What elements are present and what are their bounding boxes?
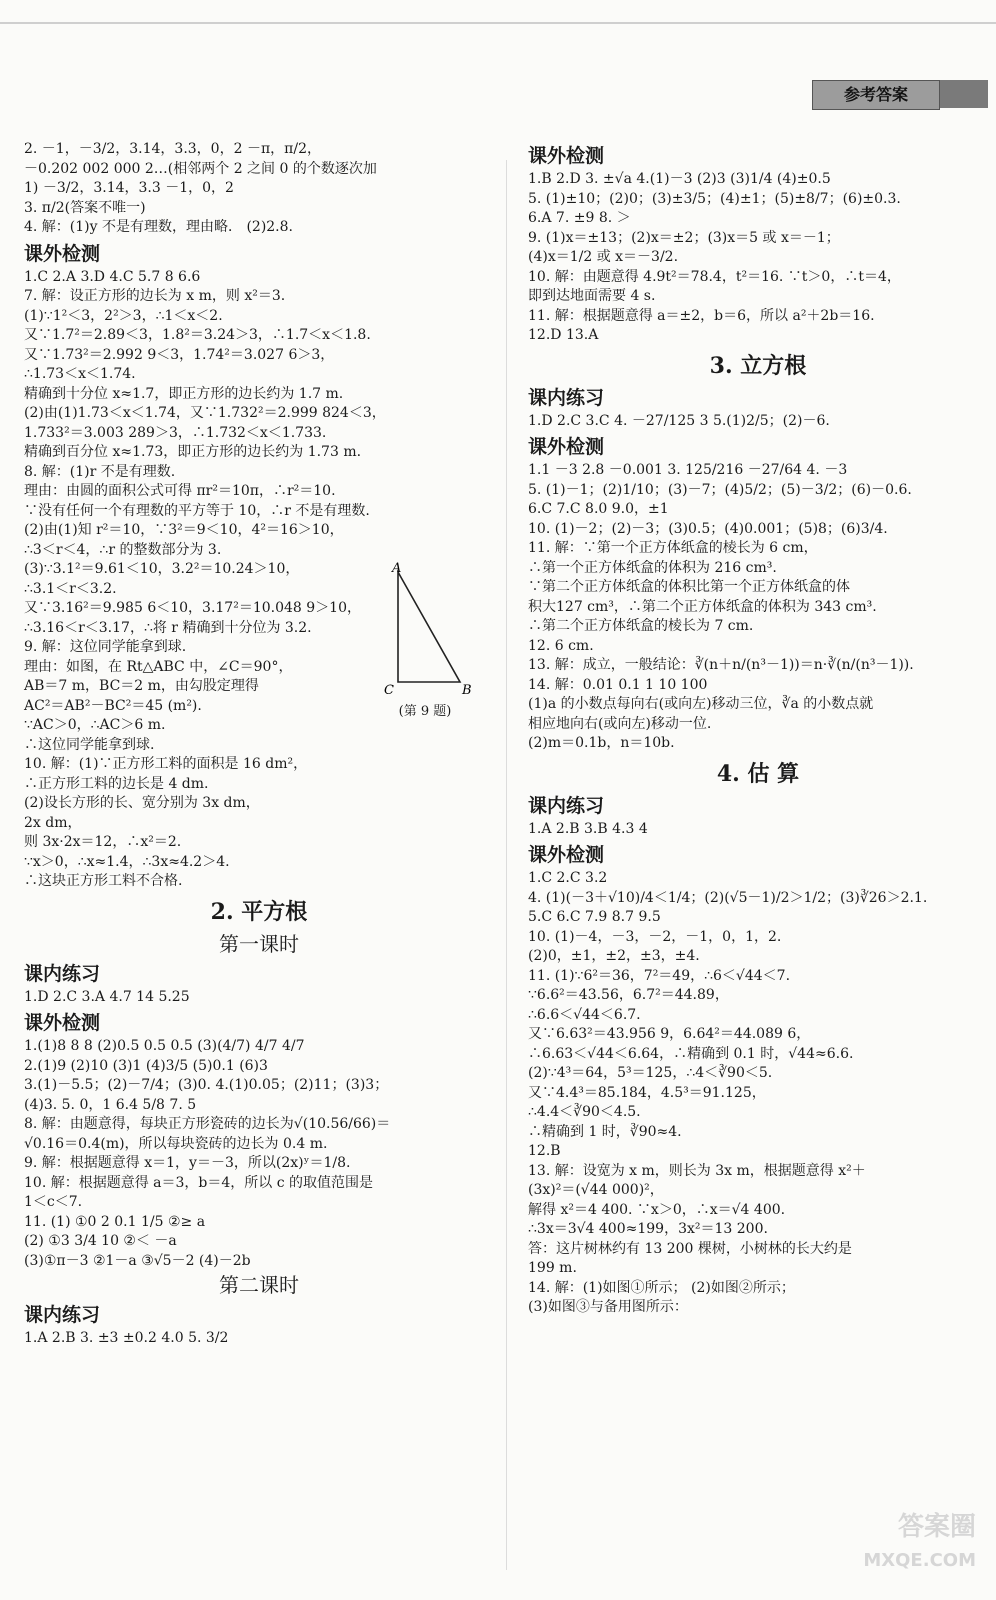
heading-title: 课外检测 <box>24 1012 101 1034</box>
answer-line: ∴3.16＜r＜3.17，∴将 r 精确到十分位为 3.2. <box>24 619 312 636</box>
answer-line: 8. 解：由题意得，每块正方形瓷砖的边长为√(10.56/66)＝ <box>24 1116 391 1132</box>
answer-line: ∴第二个正方体纸盒的棱长为 7 cm. <box>528 618 754 634</box>
answer-line: ∴4.4＜∛90＜4.5. <box>528 1104 641 1120</box>
heading-title: 课外检测 <box>24 242 101 265</box>
answer-line: 1.D 2.C 3.A 4.7 14 5.25 <box>24 988 190 1005</box>
answer-line: 7. 解：设正方形的边长为 x m，则 x²＝3. <box>24 288 286 304</box>
answer-line: ∴3＜r＜4，∴r 的整数部分为 3. <box>24 541 222 558</box>
watermark-line2: MXQE.COM <box>863 1550 976 1571</box>
answer-line: 10. 解：由题意得 4.9t²＝78.4，t²＝16. ∵t＞0，∴t＝4， <box>528 268 901 285</box>
answer-line: ∴6.63＜√44＜6.64，∴精确到 0.1 时，√44≈6.6. <box>528 1045 854 1062</box>
answer-line: 即到达地面需要 4 s. <box>528 288 656 304</box>
left-column <box>24 140 494 1349</box>
column-divider <box>506 160 507 1570</box>
answer-line: (4)x＝1/2 或 x＝－3/2. <box>528 249 679 265</box>
vertex-label-b: B <box>462 683 472 698</box>
answer-line: 2.(1)9 (2)10 (3)1 (4)3/5 (5)0.1 (6)3 <box>24 1057 268 1074</box>
answer-line: 积大127 cm³，∴第二个正方体纸盒的体积为 343 cm³. <box>528 598 877 615</box>
answer-line: 1.C 2.A 3.D 4.C 5.7 8 6.6 <box>24 268 201 285</box>
answer-line: 4. 解：(1)y 不是有理数，理由略． (2)2.8. <box>24 219 293 235</box>
answer-line: 4. (1)(－3＋√10)/4＜1/4；(2)(√5－1)/2＞1/2；(3)∛26＞2.1. <box>528 889 928 906</box>
answer-line: 理由：如图，在 Rt△ABC 中，∠C＝90°， <box>24 658 293 675</box>
answer-line: 1.C 2.C 3.2 <box>528 870 608 886</box>
answer-line: 12.B <box>528 1143 561 1159</box>
answer-line: ∵第二个正方体纸盒的体积比第一个正方体纸盒的体 <box>528 579 850 595</box>
answer-line: AB＝7 m，BC＝2 m，由勾股定理得 <box>24 678 259 694</box>
answer-line: 1.A 2.B 3. ±3 ±0.2 4.0 5. 3/2 <box>24 1330 229 1346</box>
answer-line: 5. (1)±10；(2)0；(3)±3/5；(4)±1；(5)±8/7；(6)±0.3. <box>528 190 901 207</box>
vertex-label-c: C <box>384 683 394 698</box>
answer-line: ∴第一个正方体纸盒的体积为 216 cm³. <box>528 559 777 576</box>
answer-line: 11. 解：∵第一个正方体纸盒的棱长为 6 cm， <box>528 540 818 556</box>
heading-title: 课外检测 <box>528 844 605 866</box>
answer-line: ∵x＞0，∴x≈1.4，∴3x≈4.2＞4. <box>24 853 230 870</box>
answer-line: 解得 x²＝4 400. ∵x＞0，∴x＝√4 400. <box>528 1201 786 1218</box>
answer-line: 10. 解：(1)∵正方形工料的面积是 16 dm²， <box>24 756 308 772</box>
triangle-shape <box>398 572 460 682</box>
answer-line: 1) －3/2，3.14，3.3 －1，0，2 <box>24 180 234 196</box>
vertex-label-a: A <box>392 561 402 576</box>
answer-line: 相应地向右(或向左)移动一位. <box>528 715 712 732</box>
heading-title: 课内练习 <box>24 962 101 985</box>
answer-line: ∴1.73＜x＜1.74. <box>24 366 136 382</box>
answer-line: 3. π/2(答案不唯一) <box>24 199 146 216</box>
subsection-title: 第一课时 <box>219 931 299 956</box>
answer-line: (2)m＝0.1b，n＝10b. <box>528 735 675 751</box>
header-tab-decor <box>940 80 988 108</box>
answer-line: 2x dm， <box>24 814 82 831</box>
answer-line: 答：这片树林约有 13 200 棵树，小树林的长大约是 <box>528 1240 852 1257</box>
answer-line: (2)由(1)知 r²＝10，∵3²＝9＜10，4²＝16＞10， <box>24 522 344 538</box>
answer-line: (3)①π－3 ②1－a ③√5－2 (4)－2b <box>24 1252 251 1269</box>
answer-line: √0.16＝0.4(m)，所以每块瓷砖的边长为 0.4 m. <box>24 1135 328 1152</box>
answer-line: 1＜c＜7. <box>24 1194 83 1210</box>
answer-line: 又∵1.73²＝2.992 9＜3，1.74²＝3.027 6＞3， <box>24 346 335 363</box>
answer-line: 1.D 2.C 3.C 4. －27/125 3 5.(1)2/5；(2)－6. <box>528 412 830 429</box>
answer-line: ∵没有任何一个有理数的平方等于 10，∴r 不是有理数. <box>24 502 370 519</box>
answer-line: (2)0，±1，±2，±3，±4. <box>528 948 700 964</box>
answer-line: 6.C 7.C 8.0 9.0，±1 <box>528 501 669 517</box>
answer-line: －0.202 002 000 2…(相邻两个 2 之间 0 的个数逐次加 <box>24 160 377 177</box>
answer-line: 13. 解：设宽为 x m，则长为 3x m，根据题意得 x²＋ <box>528 1162 866 1179</box>
figure-caption: (第 9 题) <box>398 704 452 719</box>
answer-line: 9. (1)x＝±13；(2)x＝±2；(3)x＝5 或 x＝－1； <box>528 229 840 246</box>
answer-line: 5. (1)－1；(2)1/10；(3)－7；(4)5/2；(5)－3/2；(6)－0.6. <box>528 481 912 498</box>
answer-line: (3)如图③与备用图所示： <box>528 1299 688 1315</box>
answer-line: 6.A 7. ±9 8. ＞ <box>528 210 631 226</box>
answer-line: ∵6.6²＝43.56，6.7²＝44.89， <box>528 987 729 1003</box>
answer-line: 8. 解：(1)r 不是有理数. <box>24 463 176 480</box>
answer-line: 12.D 13.A <box>528 327 599 343</box>
heading-title: 课外检测 <box>528 436 605 458</box>
right-column <box>528 140 988 1318</box>
answer-line: 14. 解：0.01 0.1 1 10 100 <box>528 676 708 693</box>
answer-line: 2. －1，－3/2，3.14，3.3，0，2 －π，π/2， <box>24 141 321 157</box>
answer-line: 又∵4.4³＝85.184，4.5³＝91.125， <box>528 1084 766 1101</box>
subsection-title: 第二课时 <box>219 1273 299 1297</box>
answer-line: 5.C 6.C 7.9 8.7 9.5 <box>528 909 661 925</box>
answer-line: 1.733²＝3.003 289＞3，∴1.732＜x＜1.733. <box>24 424 327 441</box>
answer-line: ∴精确到 1 时，∛90≈4. <box>528 1123 682 1140</box>
section-title: 3. 立方根 <box>709 352 807 379</box>
heading-title: 课外检测 <box>528 145 605 167</box>
top-rule <box>0 22 996 24</box>
answer-line: ∴6.6＜√44＜6.7. <box>528 1006 641 1023</box>
watermark <box>816 1510 976 1580</box>
watermark-line1: 答案圈 <box>897 1512 976 1542</box>
answer-line: (4)3. 5. 0，1 6.4 5/8 7. 5 <box>24 1096 197 1113</box>
answer-line: 10. 解：根据题意得 a＝3，b＝4，所以 c 的取值范围是 <box>24 1174 374 1191</box>
answer-line: (1)∵1²＜3，2²＞3，∴1＜x＜2. <box>24 307 223 324</box>
answer-line: (3)∵3.1²＝9.61＜10，3.2²＝10.24＞10， <box>24 561 300 577</box>
answer-line: 1.A 2.B 3.B 4.3 4 <box>528 820 648 837</box>
answer-line: (3x)²＝(√44 000)²， <box>528 1182 664 1198</box>
answer-line: ∴这块正方形工料不合格. <box>24 873 183 889</box>
heading-title: 课内练习 <box>24 1304 101 1326</box>
triangle-diagram <box>370 560 480 700</box>
answer-line: (2)设长方形的长、宽分别为 3x dm， <box>24 795 260 811</box>
answer-line: 1.1 －3 2.8 －0.001 3. 125/216 －27/64 4. －3 <box>528 462 848 478</box>
answer-line: 14. 解：(1)如图①所示； (2)如图②所示； <box>528 1279 795 1296</box>
heading-title: 课内练习 <box>528 794 605 817</box>
heading-title: 课内练习 <box>528 386 605 409</box>
answer-line: 9. 解：这位同学能拿到球. <box>24 639 187 655</box>
answer-line: (2)由(1)1.73＜x＜1.74，又∵1.732²＝2.999 824＜3， <box>24 405 386 421</box>
answer-line: 11. (1)∵6²＝36，7²＝49，∴6＜√44＜7. <box>528 967 791 984</box>
answer-line: 则 3x·2x＝12，∴x²＝2. <box>24 834 182 850</box>
answer-line: 1.(1)8 8 8 (2)0.5 0.5 0.5 (3)(4/7) 4/7 4/7 <box>24 1038 305 1054</box>
answer-line: 精确到百分位 x≈1.73，即正方形的边长约为 1.73 m. <box>24 444 362 460</box>
answer-line: ∴这位同学能拿到球. <box>24 736 155 753</box>
answer-line: 13. 解：成立，一般结论：∛(n＋n/(n³－1))＝n·∛(n/(n³－1)). <box>528 657 914 673</box>
answer-line: 理由：由圆的面积公式可得 πr²＝10π，∴r²＝10. <box>24 483 336 499</box>
answer-line: ∴3x＝3√4 400≈199，3x²＝13 200. <box>528 1221 768 1237</box>
section-title: 4. 估 算 <box>716 760 800 787</box>
answer-line: 又∵1.7²＝2.89＜3，1.8²＝3.24＞3，∴1.7＜x＜1.8. <box>24 327 371 343</box>
answer-line: 3.(1)－5.5；(2)－7/4；(3)0. 4.(1)0.05；(2)11；(3)3； <box>24 1077 389 1093</box>
answer-line: 又∵3.16²＝9.985 6＜10，3.17²＝10.048 9＞10， <box>24 600 361 616</box>
answer-line: 10. (1)－4，－3，－2，－1，0，1，2. <box>528 928 782 945</box>
answer-line: 12. 6 cm. <box>528 637 594 654</box>
answer-line: 9. 解：根据题意得 x＝1，y＝－3，所以(2x)ʸ＝1/8. <box>24 1155 351 1171</box>
answer-line: ∴3.1＜r＜3.2. <box>24 580 117 597</box>
answer-line: (1)a 的小数点每向右(或向左)移动三位，∛a 的小数点就 <box>528 696 874 712</box>
answer-line: 又∵6.63²＝43.956 9，6.64²＝44.089 6， <box>528 1026 811 1042</box>
answer-line: AC²＝AB²－BC²＝45 (m²). <box>24 697 202 714</box>
answer-line: 11. 解：根据题意得 a＝±2，b＝6，所以 a²＋2b＝16. <box>528 307 875 324</box>
answer-line: 精确到十分位 x≈1.7，即正方形的边长约为 1.7 m. <box>24 385 344 402</box>
answer-line: ∵AC＞0，∴AC＞6 m. <box>24 717 166 733</box>
answer-line: 11. (1) ①0 2 0.1 1/5 ②≥ a <box>24 1213 206 1230</box>
answer-line: (2) ①3 3/4 10 ②＜ －a <box>24 1233 177 1249</box>
header-tab: 参考答案 <box>812 80 940 110</box>
answer-line: (2)∵4³＝64，5³＝125，∴4＜∛90＜5. <box>528 1065 773 1081</box>
answer-line: ∴正方形工料的边长是 4 dm. <box>24 775 209 792</box>
answer-line: 1.B 2.D 3. ±√a 4.(1)－3 (2)3 (3)1/4 (4)±0.5 <box>528 171 831 187</box>
triangle-figure <box>370 560 480 730</box>
section-title: 2. 平方根 <box>210 898 308 925</box>
answer-line: 10. (1)－2；(2)－3；(3)0.5；(4)0.001；(5)8；(6)3/4. <box>528 520 888 537</box>
answer-line: 199 m. <box>528 1260 577 1276</box>
